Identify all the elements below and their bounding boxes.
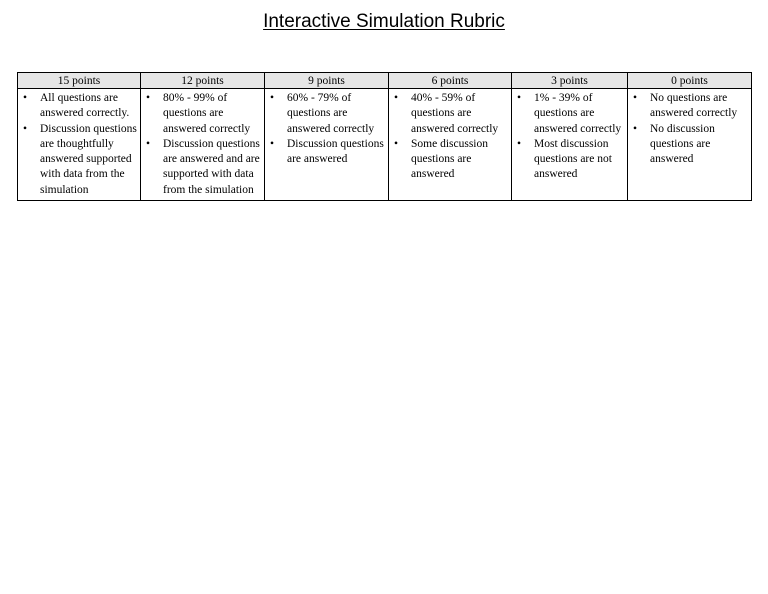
bullet-icon: • [633,92,638,104]
criteria-item [18,122,137,198]
rubric-cell-15-points [18,89,141,201]
criteria-text: All questions are answered correctly. [40,92,130,120]
bullet-icon: • [23,122,28,135]
criteria-text: 1% - 39% of questions are answered correctly [534,92,622,135]
rubric-header-15-points: 15 points [18,73,141,89]
criteria-item [628,122,748,168]
criteria-item [512,91,624,137]
criteria-text: Discussion questions are answered and are supported with data from the simulation [163,137,260,196]
rubric-cell-3-points [512,89,628,201]
page-title: Interactive Simulation Rubric [263,11,505,32]
bullet-icon: • [633,122,638,135]
rubric-header-6-points: 6 points [389,73,512,89]
rubric-criteria-row [18,89,752,201]
criteria-item [628,91,748,122]
rubric-cell-12-points [141,89,265,201]
bullet-icon: • [270,137,275,150]
criteria-text: 60% - 79% of questions are answered correctly [287,92,375,135]
criteria-item [265,137,385,168]
criteria-item [389,137,508,183]
rubric-cell-6-points [389,89,512,201]
rubric-table [17,72,752,201]
bullet-icon: • [270,92,275,104]
criteria-text: Discussion questions are answered [287,137,384,166]
rubric-header-3-points: 3 points [512,73,628,89]
bullet-icon: • [146,92,151,104]
rubric-cell-0-points [628,89,752,201]
criteria-item [512,137,624,183]
rubric-header-row [18,73,752,89]
rubric-header-9-points: 9 points [265,73,389,89]
bullet-icon: • [517,137,522,150]
criteria-item [265,91,385,137]
criteria-text: Some discussion questions are answered [411,137,488,181]
bullet-icon: • [23,92,28,104]
rubric-header-12-points: 12 points [141,73,265,89]
criteria-text: 40% - 59% of questions are answered correctly [411,92,499,135]
criteria-text: No discussion questions are answered [650,122,715,166]
criteria-item [18,91,137,122]
criteria-item [141,137,261,198]
criteria-text: Most discussion questions are not answered [534,137,612,181]
bullet-icon: • [517,92,522,104]
bullet-icon: • [394,92,399,104]
criteria-text: No questions are answered correctly [650,92,738,120]
bullet-icon: • [146,137,151,150]
rubric-cell-9-points [265,89,389,201]
criteria-text: Discussion questions are thoughtfully answered supported with data from the simulation [40,122,137,196]
bullet-icon: • [394,137,399,150]
criteria-item [141,91,261,137]
criteria-text: 80% - 99% of questions are answered correctly [163,92,251,135]
rubric-header-0-points: 0 points [628,73,752,89]
criteria-item [389,91,508,137]
